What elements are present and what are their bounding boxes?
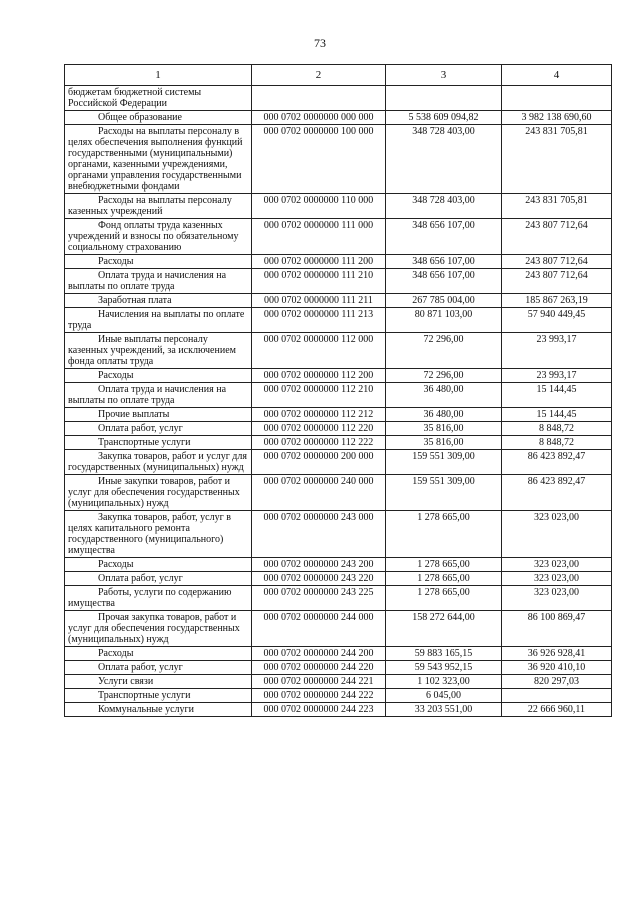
row-code: 000 0702 0000000 111 213 <box>252 308 386 333</box>
row-name-cell <box>65 194 252 219</box>
row-value-executed: 23 993,17 <box>502 369 612 383</box>
row-value-executed: 820 297,03 <box>502 675 612 689</box>
row-value-executed: 23 993,17 <box>502 333 612 369</box>
row-name: Транспортные услуги <box>98 437 191 448</box>
row-name: Оплата труда и начисления на выплаты по оплате труда <box>68 384 227 406</box>
row-value-planned: 59 543 952,15 <box>386 661 502 675</box>
row-name: Прочая закупка товаров, работ и услуг для обеспечения государственных (муниципальных) нужд <box>68 612 240 645</box>
table-row <box>65 125 612 194</box>
row-name-cell <box>65 422 252 436</box>
row-name-cell <box>65 308 252 333</box>
row-code: 000 0702 0000000 240 000 <box>252 475 386 511</box>
table-row <box>65 611 612 647</box>
row-value-planned: 158 272 644,00 <box>386 611 502 647</box>
row-code: 000 0702 0000000 244 200 <box>252 647 386 661</box>
row-name: Прочие выплаты <box>98 409 170 420</box>
row-value-executed: 243 831 705,81 <box>502 194 612 219</box>
row-name-cell <box>65 703 252 717</box>
table-row <box>65 558 612 572</box>
table-row <box>65 511 612 558</box>
row-value-executed: 3 982 138 690,60 <box>502 111 612 125</box>
row-name-cell <box>65 572 252 586</box>
row-name: Заработная плата <box>98 295 172 306</box>
row-name-cell <box>65 294 252 308</box>
row-value-planned: 159 551 309,00 <box>386 475 502 511</box>
row-code: 000 0702 0000000 110 000 <box>252 194 386 219</box>
row-name: Оплата работ, услуг <box>98 573 183 584</box>
row-code: 000 0702 0000000 111 211 <box>252 294 386 308</box>
table-row <box>65 86 612 111</box>
row-name-cell <box>65 661 252 675</box>
row-code <box>252 86 386 111</box>
row-code: 000 0702 0000000 243 000 <box>252 511 386 558</box>
row-name-cell <box>65 475 252 511</box>
row-code: 000 0702 0000000 112 000 <box>252 333 386 369</box>
column-header-2: 2 <box>252 65 386 86</box>
row-value-executed: 185 867 263,19 <box>502 294 612 308</box>
row-value-planned: 33 203 551,00 <box>386 703 502 717</box>
row-value-planned: 267 785 004,00 <box>386 294 502 308</box>
row-code: 000 0702 0000000 111 210 <box>252 269 386 294</box>
row-name-cell <box>65 586 252 611</box>
row-value-executed: 243 807 712,64 <box>502 219 612 255</box>
row-code: 000 0702 0000000 244 222 <box>252 689 386 703</box>
row-name-cell <box>65 269 252 294</box>
row-name-cell <box>65 383 252 408</box>
row-value-executed: 323 023,00 <box>502 572 612 586</box>
row-name: Иные закупки товаров, работ и услуг для обеспечения государственных (муниципальных) нужд <box>68 476 240 509</box>
row-value-executed <box>502 689 612 703</box>
row-name: Работы, услуги по содержанию имущества <box>68 587 232 609</box>
row-value-executed: 323 023,00 <box>502 586 612 611</box>
table-row <box>65 269 612 294</box>
row-name-cell <box>65 558 252 572</box>
row-value-planned: 6 045,00 <box>386 689 502 703</box>
table-row <box>65 255 612 269</box>
row-name: Начисления на выплаты по оплате труда <box>68 309 245 331</box>
table-row <box>65 308 612 333</box>
row-code: 000 0702 0000000 112 200 <box>252 369 386 383</box>
column-header-4: 4 <box>502 65 612 86</box>
table-row <box>65 661 612 675</box>
column-header-1: 1 <box>65 65 252 86</box>
row-value-executed: 57 940 449,45 <box>502 308 612 333</box>
table-header-row <box>65 65 612 86</box>
row-value-executed: 8 848,72 <box>502 422 612 436</box>
row-name: Расходы <box>98 370 134 381</box>
row-name: Расходы <box>98 559 134 570</box>
row-name: Закупка товаров, работ и услуг для государственных (муниципальных) нужд <box>68 451 247 473</box>
row-value-planned: 5 538 609 094,82 <box>386 111 502 125</box>
row-value-executed <box>502 86 612 111</box>
row-name-cell <box>65 125 252 194</box>
row-name: Оплата работ, услуг <box>98 423 183 434</box>
row-name: Услуги связи <box>98 676 154 687</box>
table-row <box>65 689 612 703</box>
row-value-planned: 1 278 665,00 <box>386 511 502 558</box>
table-row <box>65 111 612 125</box>
row-name-cell <box>65 408 252 422</box>
row-name-cell <box>65 111 252 125</box>
table-body <box>65 86 612 717</box>
row-code: 000 0702 0000000 111 200 <box>252 255 386 269</box>
table-row <box>65 475 612 511</box>
table-row <box>65 450 612 475</box>
table-row <box>65 408 612 422</box>
table-row <box>65 383 612 408</box>
row-value-planned: 35 816,00 <box>386 436 502 450</box>
row-code: 000 0702 0000000 243 225 <box>252 586 386 611</box>
row-name-cell <box>65 511 252 558</box>
row-value-planned: 1 278 665,00 <box>386 586 502 611</box>
row-code: 000 0702 0000000 112 212 <box>252 408 386 422</box>
row-name-cell <box>65 86 252 111</box>
row-name-cell <box>65 689 252 703</box>
table-row <box>65 219 612 255</box>
row-value-planned: 72 296,00 <box>386 369 502 383</box>
row-value-planned: 36 480,00 <box>386 408 502 422</box>
row-value-executed: 36 920 410,10 <box>502 661 612 675</box>
row-value-planned: 36 480,00 <box>386 383 502 408</box>
row-value-planned: 1 102 323,00 <box>386 675 502 689</box>
table-row <box>65 422 612 436</box>
row-code: 000 0702 0000000 100 000 <box>252 125 386 194</box>
row-name: Расходы <box>98 256 134 267</box>
row-value-planned: 80 871 103,00 <box>386 308 502 333</box>
row-value-planned: 72 296,00 <box>386 333 502 369</box>
table-row <box>65 194 612 219</box>
row-name-cell <box>65 647 252 661</box>
row-value-executed: 8 848,72 <box>502 436 612 450</box>
row-value-executed: 243 807 712,64 <box>502 255 612 269</box>
row-name: Оплата труда и начисления на выплаты по оплате труда <box>68 270 227 292</box>
table-row <box>65 369 612 383</box>
column-header-3: 3 <box>386 65 502 86</box>
row-value-planned <box>386 86 502 111</box>
row-value-planned: 348 728 403,00 <box>386 125 502 194</box>
table-row <box>65 572 612 586</box>
row-value-executed: 15 144,45 <box>502 408 612 422</box>
row-value-executed: 86 423 892,47 <box>502 475 612 511</box>
row-name-cell <box>65 369 252 383</box>
row-value-planned: 35 816,00 <box>386 422 502 436</box>
table-row <box>65 703 612 717</box>
row-code: 000 0702 0000000 243 200 <box>252 558 386 572</box>
row-name: Общее образование <box>98 112 182 123</box>
row-value-planned: 348 656 107,00 <box>386 269 502 294</box>
row-name: Транспортные услуги <box>98 690 191 701</box>
table-row <box>65 333 612 369</box>
row-value-executed: 323 023,00 <box>502 511 612 558</box>
row-name-cell <box>65 436 252 450</box>
row-name-cell <box>65 675 252 689</box>
row-value-executed: 22 666 960,11 <box>502 703 612 717</box>
row-value-executed: 323 023,00 <box>502 558 612 572</box>
row-code: 000 0702 0000000 111 000 <box>252 219 386 255</box>
table-row <box>65 586 612 611</box>
row-code: 000 0702 0000000 244 220 <box>252 661 386 675</box>
row-value-executed: 36 926 928,41 <box>502 647 612 661</box>
row-name: Иные выплаты персоналу казенных учреждений, за исключением фонда оплаты труда <box>68 334 236 367</box>
row-value-planned: 1 278 665,00 <box>386 558 502 572</box>
row-code: 000 0702 0000000 244 000 <box>252 611 386 647</box>
row-name: Оплата работ, услуг <box>98 662 183 673</box>
row-code: 000 0702 0000000 244 221 <box>252 675 386 689</box>
row-value-executed: 243 831 705,81 <box>502 125 612 194</box>
row-value-planned: 348 656 107,00 <box>386 255 502 269</box>
row-name-cell <box>65 255 252 269</box>
row-code: 000 0702 0000000 112 220 <box>252 422 386 436</box>
table-row <box>65 436 612 450</box>
row-name-cell <box>65 333 252 369</box>
row-value-executed: 15 144,45 <box>502 383 612 408</box>
row-code: 000 0702 0000000 243 220 <box>252 572 386 586</box>
row-code: 000 0702 0000000 244 223 <box>252 703 386 717</box>
row-value-planned: 159 551 309,00 <box>386 450 502 475</box>
row-name: Расходы на выплаты персоналу в целях обеспечения выполнения функций государственными (муниципальными) органами, казенными учреждениями, органами управления государственными внебюджетными фондами <box>68 126 243 192</box>
row-name: Фонд оплаты труда казенных учреждений и взносы по обязательному социальному страхованию <box>68 220 239 253</box>
budget-table <box>64 64 612 717</box>
row-value-planned: 59 883 165,15 <box>386 647 502 661</box>
row-name: Коммунальные услуги <box>98 704 194 715</box>
row-name: Расходы <box>98 648 134 659</box>
page-number: 73 <box>314 36 326 50</box>
row-name-cell <box>65 219 252 255</box>
row-value-executed: 86 423 892,47 <box>502 450 612 475</box>
table-row <box>65 675 612 689</box>
row-code: 000 0702 0000000 200 000 <box>252 450 386 475</box>
row-code: 000 0702 0000000 000 000 <box>252 111 386 125</box>
row-value-executed: 86 100 869,47 <box>502 611 612 647</box>
row-code: 000 0702 0000000 112 210 <box>252 383 386 408</box>
table-row <box>65 294 612 308</box>
row-code: 000 0702 0000000 112 222 <box>252 436 386 450</box>
row-value-executed: 243 807 712,64 <box>502 269 612 294</box>
row-name: Расходы на выплаты персоналу казенных учреждений <box>68 195 232 217</box>
row-name: бюджетам бюджетной системы Российской Федерации <box>68 87 202 109</box>
row-name: Закупка товаров, работ, услуг в целях капитального ремонта государственного (муниципального) имущества <box>68 512 231 556</box>
row-value-planned: 348 656 107,00 <box>386 219 502 255</box>
row-value-planned: 348 728 403,00 <box>386 194 502 219</box>
row-value-planned: 1 278 665,00 <box>386 572 502 586</box>
row-name-cell <box>65 450 252 475</box>
row-name-cell <box>65 611 252 647</box>
table-row <box>65 647 612 661</box>
